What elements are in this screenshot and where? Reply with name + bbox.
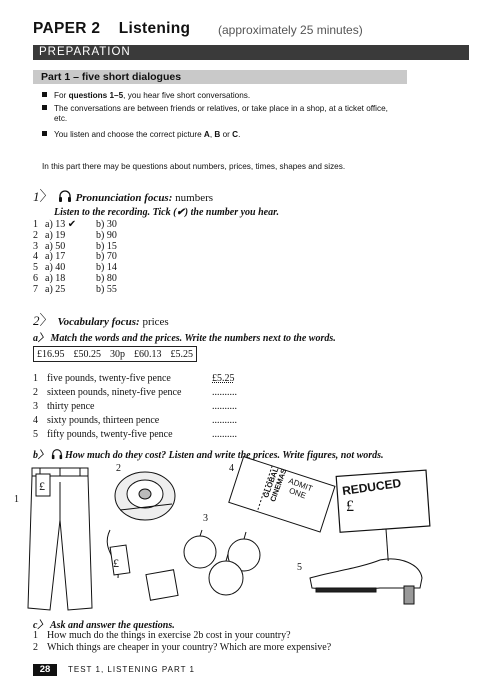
price-item: £5.25	[170, 349, 193, 360]
picture-label-3: 3	[203, 513, 208, 524]
answer-blank: ..........	[212, 387, 237, 398]
intro-text: In this part there may be questions about numbers, prices, times, shapes and sizes.	[42, 162, 346, 171]
part-heading: Part 1 – five short dialogues	[33, 70, 407, 84]
list-item: 1 a) 13 ✔ b) 30	[33, 219, 117, 230]
svg-text:£: £	[113, 556, 119, 570]
picture-label-1: 1	[14, 494, 19, 505]
ticket-cinema-text: GLOBAL CINEMAS	[261, 466, 289, 503]
exercise-1-heading	[33, 186, 213, 206]
sign-text: REDUCED	[341, 475, 403, 499]
list-item: 1 five pounds, twenty-five pence £5.25	[33, 373, 235, 384]
headphones-icon	[58, 189, 72, 203]
arrow-icon: 〉	[38, 450, 48, 461]
price-item: 30p	[110, 349, 125, 360]
sign-pound-icon: £	[346, 498, 354, 515]
word-list	[33, 372, 293, 442]
price-box	[33, 346, 197, 362]
exercise-2c-instruction: c〉 Ask and answer the questions.	[33, 620, 175, 631]
ticket-admit-text: ADMIT ONE	[287, 476, 314, 501]
paper-title	[33, 20, 190, 38]
exercise-2b-instruction: b〉 How much do they cost? Listen and write the prices. Write figures, not words.	[33, 450, 384, 461]
answer-blank: ..........	[212, 429, 237, 440]
exercise-title: Vocabulary focus: prices	[57, 316, 169, 328]
svg-text:£: £	[39, 479, 45, 493]
arrow-icon: 〉	[37, 620, 48, 631]
exercise-2-heading	[33, 310, 169, 330]
answer-blank: ..........	[212, 415, 237, 426]
bullet-2: The conversations are between friends or relatives, or take place in a shop, at a ticket office, etc.	[42, 104, 402, 124]
exercise-number: 2	[33, 313, 40, 328]
arrow-icon: 〉	[39, 190, 54, 205]
exercise-2a-instruction: a〉 Match the words and the prices. Write the numbers next to the words.	[33, 333, 336, 344]
list-item: 5 a) 40 b) 14	[33, 262, 117, 274]
list-item: 1 How much do the things in exercise 2b cost in your country?	[33, 630, 291, 641]
list-item: 5 fifty pounds, twenty-five pence ..........	[33, 429, 237, 440]
list-item: 3 thirty pence ..........	[33, 401, 237, 412]
price-item: £60.13	[134, 349, 162, 360]
arrow-icon: 〉	[39, 314, 54, 329]
arrow-icon: 〉	[38, 333, 48, 344]
list-item: 3 a) 50 b) 15	[33, 240, 117, 252]
paper-duration: (approximately 25 minutes)	[218, 23, 363, 37]
cd-player-illustration	[107, 472, 175, 578]
exercise-title: Pronunciation focus: numbers	[75, 192, 214, 204]
list-item: 4 a) 17 b) 70	[33, 251, 117, 263]
bullet-3: You listen and choose the correct picture A, B or C.	[42, 130, 402, 140]
number-list	[33, 220, 233, 296]
list-item: 4 sixty pounds, thirteen pence ..........	[33, 415, 237, 426]
answer: £5.25	[212, 373, 235, 384]
list-item: 6 a) 18 b) 80	[33, 272, 117, 284]
page-number: 28	[33, 664, 57, 676]
list-item: 2 sixteen pounds, ninety-five pence ..........	[33, 387, 237, 398]
list-item: 2 a) 19 b) 90	[33, 229, 117, 241]
question-list	[33, 630, 473, 654]
jeans-illustration	[28, 468, 92, 610]
bullet-square-icon	[42, 92, 47, 97]
apples-illustration	[146, 530, 260, 600]
list-item: 2 Which things are cheaper in your country? Which are more expensive?	[33, 642, 332, 653]
list-item: 7 a) 25 b) 55	[33, 283, 117, 295]
paper-number: PAPER 2	[33, 20, 101, 37]
picture-label-4: 4	[229, 463, 234, 474]
bullet-square-icon	[42, 105, 47, 110]
bullet-square-icon	[42, 131, 47, 136]
price-item: £50.25	[73, 349, 101, 360]
exercise-1-instruction: Listen to the recording. Tick (✔) the number you hear.	[54, 207, 279, 218]
picture-label-2: 2	[116, 463, 121, 474]
footer-text: TEST 1, LISTENING PART 1	[68, 665, 195, 674]
preparation-bar: PREPARATION	[33, 45, 469, 60]
price-illustrations	[0, 460, 500, 620]
answer-blank: ..........	[212, 401, 237, 412]
exercise-number: 1	[33, 189, 40, 204]
bullet-1: For questions 1–5, you hear five short conversations.	[42, 91, 402, 101]
paper-section: Listening	[118, 20, 191, 37]
headphones-icon	[51, 448, 63, 460]
shoe-illustration	[310, 559, 422, 604]
picture-label-5: 5	[297, 562, 302, 573]
price-item: £16.95	[37, 349, 65, 360]
